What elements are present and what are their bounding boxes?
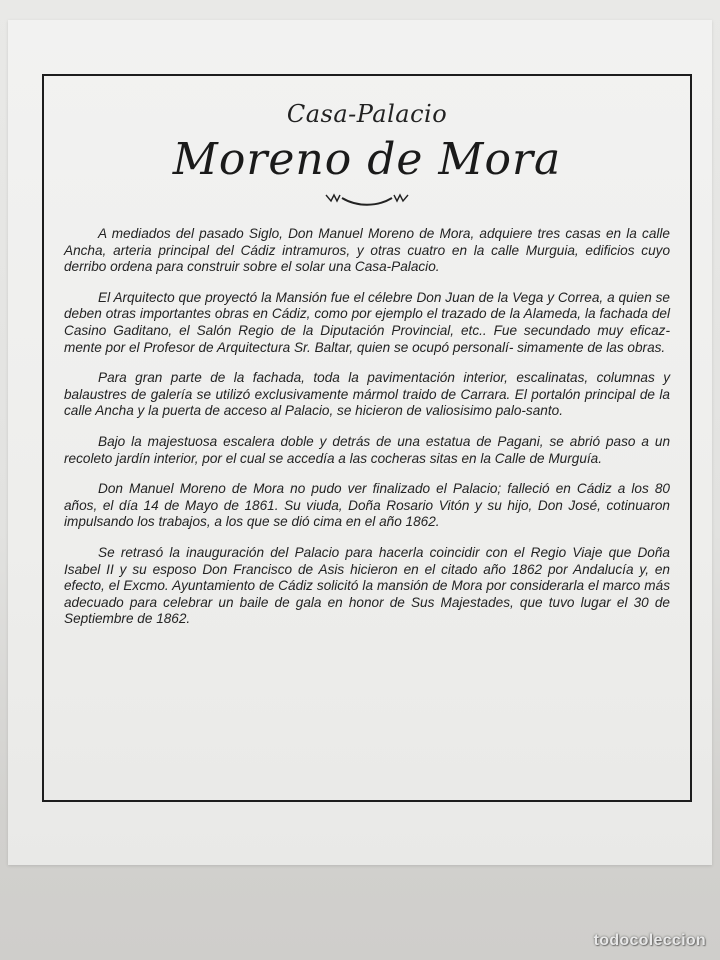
document-header bbox=[44, 100, 690, 207]
watermark-logo: todocoleccion bbox=[593, 932, 706, 949]
paragraph-6: Se retrasó la inauguración del Palacio para hacerla coincidir con el Regio Viaje que Doña Isabel II y su esposo Don Francisco de Asis hicieron en el citado año 1862 por Andalucía y, en efecto, el Excmo. Ayuntamiento de Cádiz solicitó la mansión de Mora por considerarla el marco más adecuado para celebrar un baile de gala en honor de Sus Majestades, que tuvo lugar el 30 de Septiembre de 1862. bbox=[64, 544, 670, 627]
document-title: Moreno de Mora bbox=[172, 134, 562, 185]
document-body bbox=[64, 226, 670, 642]
paragraph-5: Don Manuel Moreno de Mora no pudo ver finalizado el Palacio; falleció en Cádiz a los 80 años, el día 14 de Mayo de 1861. Su viuda, Doña Rosario Vitón y su hijo, Don José, cotinuaron impulsando los trabajos, a los que se dió cima en el año 1862. bbox=[64, 481, 670, 530]
paragraph-1: A mediados del pasado Siglo, Don Manuel Moreno de Mora, adquiere tres casas en la calle Ancha, arteria principal del Cádiz intramuros, y otras cuatro en la calle Murguia, edificios cuyo derribo ordena para construir sobre el solar una Casa-Palacio. bbox=[64, 226, 670, 275]
paragraph-4: Bajo la majestuosa escalera doble y detrás de una estatua de Pagani, se abrió paso a un recoleto jardín interior, por el cual se accedía a las cocheras sitas en la Calle de Murguía. bbox=[64, 433, 670, 466]
document-subtitle: Casa-Palacio bbox=[286, 100, 448, 128]
ornament-swash-icon bbox=[322, 189, 412, 207]
paragraph-3: Para gran parte de la fachada, toda la pavimentación interior, escalinatas, columnas y balaustres de galería se utilizó exclusivamente mármol traido de Carrara. El portalón principal de la calle Ancha y la puerta de acceso al Palacio, se hicieron de valiosisimo palo-santo. bbox=[64, 370, 670, 419]
document-sheet bbox=[8, 20, 712, 865]
document-frame bbox=[42, 74, 692, 802]
paragraph-2: El Arquitecto que proyectó la Mansión fue el célebre Don Juan de la Vega y Correa, a quien se deben otras importantes obras en Cádiz, como por ejemplo el trazado de la Alameda, la fachada del Casino Gaditano, el Salón Regio de la Diputación Provincial, etc.. Fue secundado muy eficaz- mente por el Profesor de Arquitectura Sr. Baltar, quien se ocupó personalí- simamente de las obras. bbox=[64, 289, 670, 355]
